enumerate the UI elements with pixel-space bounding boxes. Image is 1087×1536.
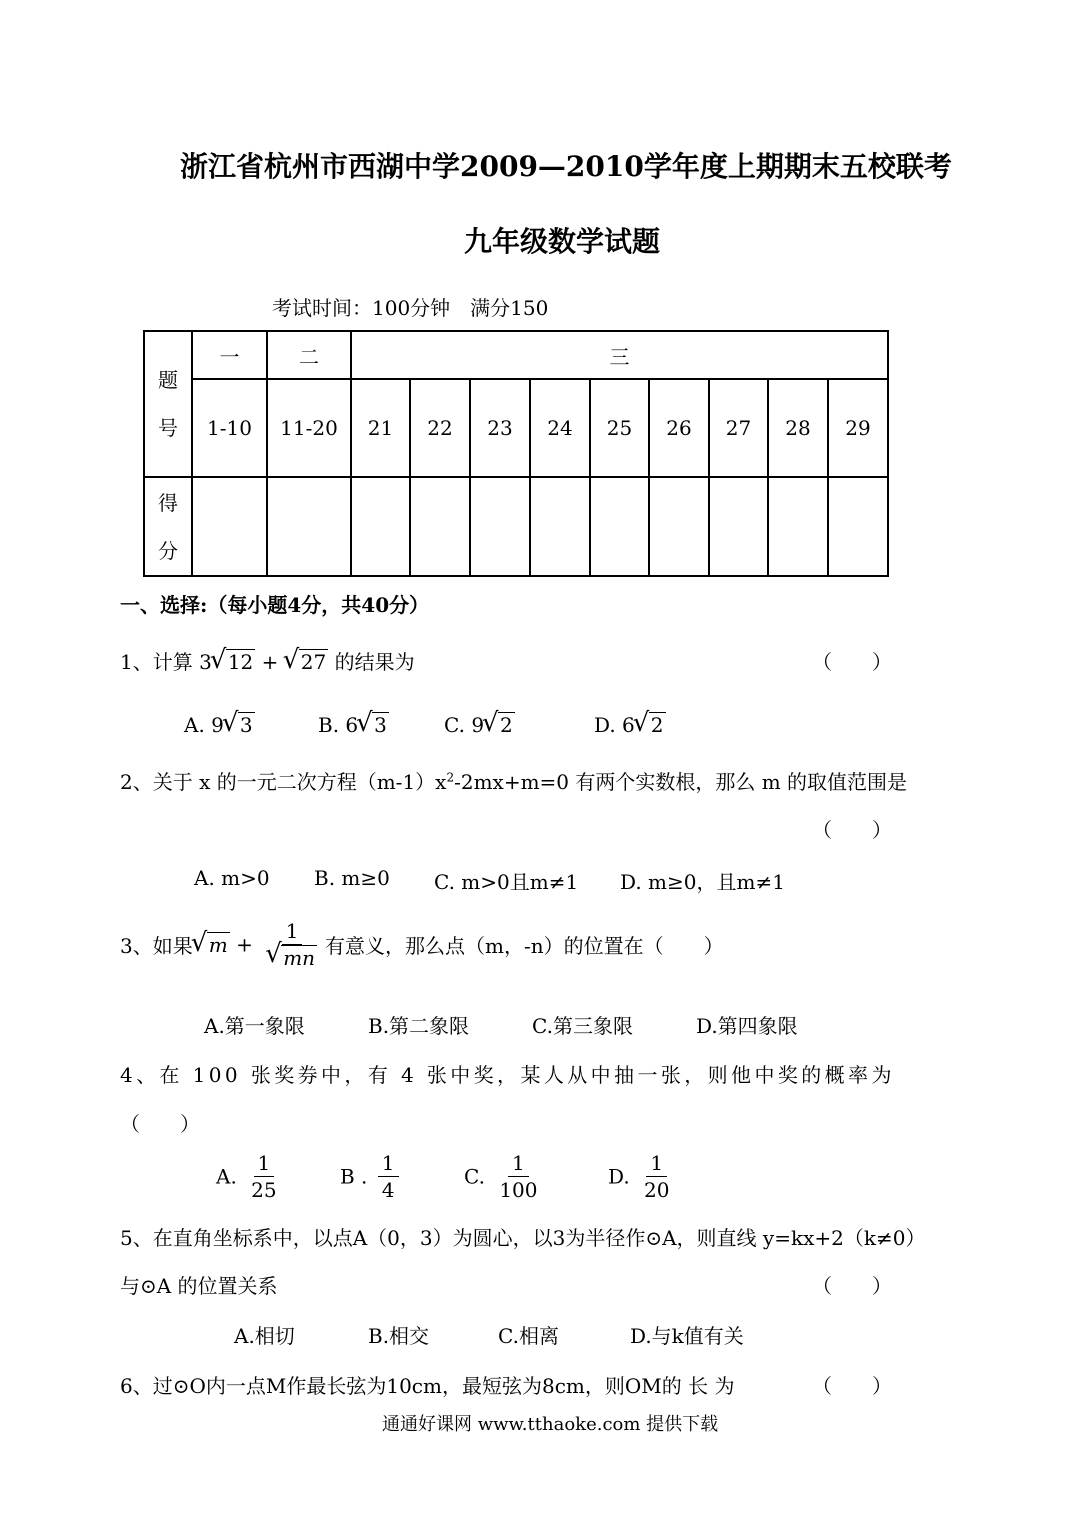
row-label-question: 题 号 bbox=[144, 331, 192, 477]
score-cell bbox=[192, 477, 267, 576]
section-header-3: 三 bbox=[351, 331, 888, 379]
question-number-cell: 22 bbox=[410, 379, 470, 477]
section-header-1: 一 bbox=[192, 331, 267, 379]
option-d: D. m≥0，且m≠1 bbox=[620, 870, 785, 894]
question-number-cell: 21 bbox=[351, 379, 410, 477]
question-number-cell: 1-10 bbox=[192, 379, 267, 477]
score-cell bbox=[649, 477, 709, 576]
question-1: 1、计算 3√ 12 + √ 27 的结果为 bbox=[120, 646, 415, 675]
option-d: D. $\frac{1}{20}$ bbox=[608, 1151, 670, 1202]
question-number-cell: 24 bbox=[530, 379, 590, 477]
option-b: B. 6√ 3 bbox=[318, 712, 389, 737]
answer-paren: （ ） bbox=[812, 650, 892, 674]
option-a: A.相切 bbox=[234, 1324, 295, 1348]
sqrt-expression: √ 27 bbox=[285, 649, 328, 674]
row-label-score: 得 分 bbox=[144, 477, 192, 576]
score-cell bbox=[530, 477, 590, 576]
option-d: D.第四象限 bbox=[696, 1014, 798, 1038]
option-a: A.第一象限 bbox=[204, 1014, 305, 1038]
answer-paren: （ ） bbox=[812, 1274, 892, 1298]
score-cell bbox=[709, 477, 768, 576]
answer-paren: （ ） bbox=[812, 818, 892, 842]
score-cell bbox=[768, 477, 828, 576]
question-number-cell: 27 bbox=[709, 379, 768, 477]
option-d: D. 6√ 2 bbox=[594, 712, 666, 737]
question-6: 6、过⊙O内一点M作最长弦为10cm，最短弦为8cm，则OM的 长 为 bbox=[120, 1374, 735, 1398]
option-b: B. m≥0 bbox=[314, 866, 390, 890]
question-number-cell: 28 bbox=[768, 379, 828, 477]
answer-paren: （ ） bbox=[120, 1112, 200, 1136]
score-table bbox=[143, 330, 889, 577]
score-cell bbox=[470, 477, 530, 576]
option-c: C. $\frac{1}{100}$ bbox=[464, 1151, 538, 1202]
page-footer: 通通好课网 www.tthaoke.com 提供下载 bbox=[382, 1414, 719, 1435]
score-cell bbox=[590, 477, 649, 576]
question-4: 4、在 100 张奖券中，有 4 张中奖，某人从中抽一张，则他中奖的概率为 bbox=[120, 1063, 895, 1087]
question-number-cell: 25 bbox=[590, 379, 649, 477]
score-cell bbox=[267, 477, 351, 576]
score-cell bbox=[828, 477, 888, 576]
section-heading: 一、选择:（每小题4分，共40分） bbox=[120, 593, 430, 617]
option-c: C. 9√ 2 bbox=[444, 712, 515, 737]
option-a: A. 9√ 3 bbox=[184, 712, 255, 737]
answer-paren: （ ） bbox=[812, 1374, 892, 1398]
option-d: D.与k值有关 bbox=[630, 1324, 744, 1348]
question-3: 3、如果√ m + 1 √ mn 有意义，那么点（m，-n）的位置在（ ） bbox=[120, 918, 724, 971]
score-cell bbox=[410, 477, 470, 576]
question-2: 2、关于 x 的一元二次方程$(m-1)x^2-2mx+m=0$ 有两个实数根，那么 m 的取值范围是 bbox=[120, 770, 908, 794]
option-c: C.相离 bbox=[498, 1324, 559, 1348]
question-number-cell: 26 bbox=[649, 379, 709, 477]
score-cell bbox=[351, 477, 410, 576]
question-5-line2: 与⊙A 的位置关系 bbox=[120, 1274, 278, 1298]
question-number-cell: 23 bbox=[470, 379, 530, 477]
option-b: B . $\frac{1}{4}$ bbox=[340, 1150, 403, 1203]
option-a: A. $\frac{1}{25}$ bbox=[216, 1151, 277, 1202]
option-b: B.相交 bbox=[368, 1324, 430, 1348]
section-header-2: 二 bbox=[267, 331, 351, 379]
question-number-cell: 11-20 bbox=[267, 379, 351, 477]
option-b: B.第二象限 bbox=[368, 1014, 470, 1038]
question-number-cell: 29 bbox=[828, 379, 888, 477]
option-c: C.第三象限 bbox=[532, 1014, 633, 1038]
fraction: 1 √ mn bbox=[263, 918, 321, 971]
exam-info: 考试时间：100分钟 满分150 bbox=[272, 296, 549, 320]
sqrt-expression: √ 12 bbox=[212, 649, 255, 674]
document-title: 浙江省杭州市西湖中学2009—2010学年度上期期末五校联考 bbox=[180, 150, 952, 183]
question-5-line1: 5、在直角坐标系中，以点A（0，3）为圆心，以3为半径作⊙A，则直线 y=kx+2（k≠0） bbox=[120, 1226, 926, 1250]
option-c: C. m>0且m≠1 bbox=[434, 870, 579, 894]
option-a: A. m>0 bbox=[194, 866, 270, 890]
document-subtitle: 九年级数学试题 bbox=[464, 225, 661, 258]
